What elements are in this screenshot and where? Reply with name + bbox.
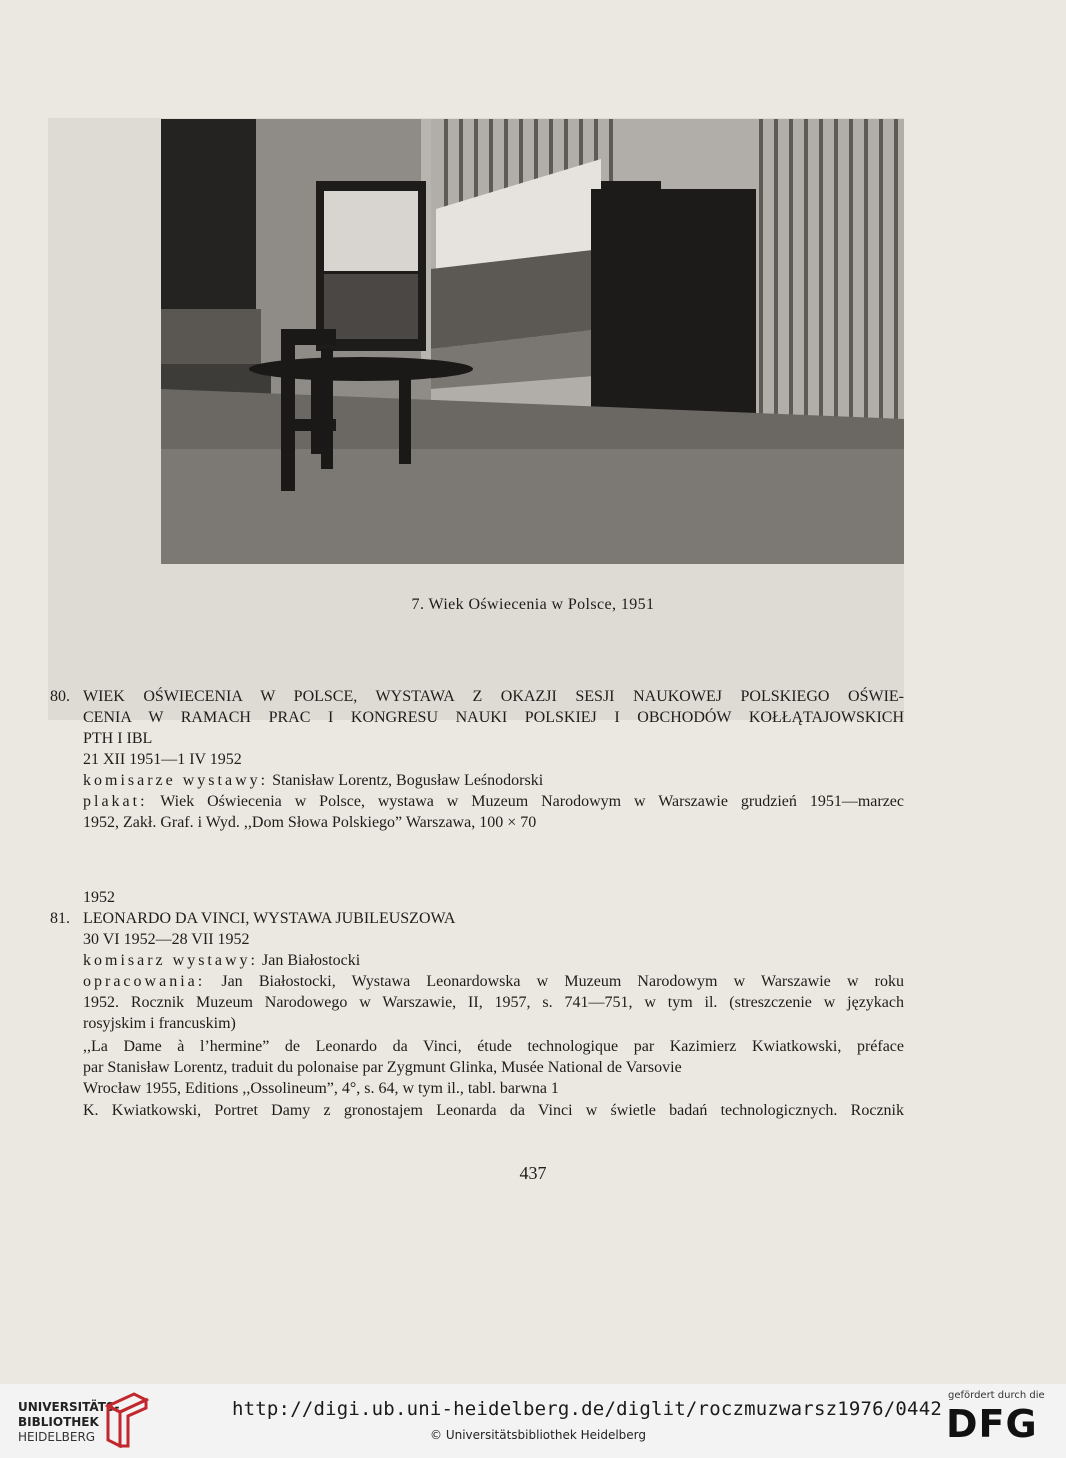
exhibition-photo [161,119,904,564]
entry-number: 80. [50,688,70,705]
studies-label: opracowania: [83,973,206,990]
commissioner-label: komisarz wystawy: [83,952,258,969]
poster-label: plakat: [83,793,148,810]
photo-caption: 7. Wiek Oświecenia w Polsce, 1951 [411,596,655,613]
poster-line-2: 1952, Zakł. Graf. i Wyd. ,,Dom Słowa Polskiego” Warszawa, 100 × 70 [83,814,537,831]
entry-title-line: WIEK OŚWIECENIA W POLSCE, WYSTAWA Z OKAZJI SESJI NAUKOWEJ POLSKIEGO OŚWIE- [83,688,904,705]
studies-line-2: 1952. Rocznik Muzeum Narodowego w Warszawie, II, 1957, s. 741—751, w tym il. (streszczenie w językach [83,994,904,1011]
entry-title-line: PTH I IBL [83,730,153,747]
studies-line-3: rosyjskim i francuskim) [83,1015,236,1032]
ub-line-2: BIBLIOTHEK [18,1415,99,1429]
poster-line [83,791,904,812]
studies-value: Jan Białostocki, Wystawa Leonardowska w Muzeum Narodowym w Warszawie w roku [205,973,904,990]
ub-line-3: HEIDELBERG [18,1430,96,1444]
dame-line-3: Wrocław 1955, Editions ,,Ossolineum”, 4°, s. 64, w tym il., tabl. barwna 1 [83,1080,559,1097]
page-number: 437 [519,1163,547,1183]
dame-line-1: ,,La Dame à l’hermine” de Leonardo da Vinci, étude technologique par Kazimierz Kwiatkowski, préface [83,1038,904,1055]
document-url-link[interactable]: http://digi.ub.uni-heidelberg.de/diglit/roczmuzwarsz1976/0442 [232,1398,942,1420]
commissioner [83,950,904,971]
studies-line [83,971,904,992]
dfg-logo[interactable]: DFG [946,1402,1038,1446]
entry-number: 81. [50,910,70,927]
footer-bar [0,1384,1066,1458]
year-heading: 1952 [83,889,115,906]
commissioner-value: Jan Białostocki [257,952,361,969]
copyright-notice: © Universitätsbibliothek Heidelberg [430,1428,647,1442]
commissioners-value: Stanisław Lorentz, Bogusław Leśnodorski [268,772,544,789]
ub-line-1: UNIVERSITÄTS- [18,1400,120,1414]
dfg-sponsor-text: gefördert durch die [948,1390,1045,1401]
kwiatkowski-line: K. Kwiatkowski, Portret Damy z gronostajem Leonarda da Vinci w świetle badań technologicznych. Rocznik [83,1102,904,1119]
entry-title: LEONARDO DA VINCI, WYSTAWA JUBILEUSZOWA [83,910,456,927]
entry-title-line: CENIA W RAMACH PRAC I KONGRESU NAUKI POLSKIEJ I OBCHODÓW KOŁŁĄTAJOWSKICH [83,709,904,726]
dame-line-2: par Stanisław Lorentz, traduit du polonaise par Zygmunt Glinka, Musée National de Varsovie [83,1059,682,1076]
commissioners [83,770,904,791]
entry-dates: 21 XII 1951—1 IV 1952 [83,751,242,768]
poster-value: Wiek Oświecenia w Polsce, wystawa w Muzeum Narodowym w Warszawie grudzień 1951—marzec [147,793,904,810]
ub-logo-icon[interactable] [104,1392,150,1448]
commissioners-label: komisarze wystawy: [83,772,269,789]
entry-dates: 30 VI 1952—28 VII 1952 [83,931,250,948]
